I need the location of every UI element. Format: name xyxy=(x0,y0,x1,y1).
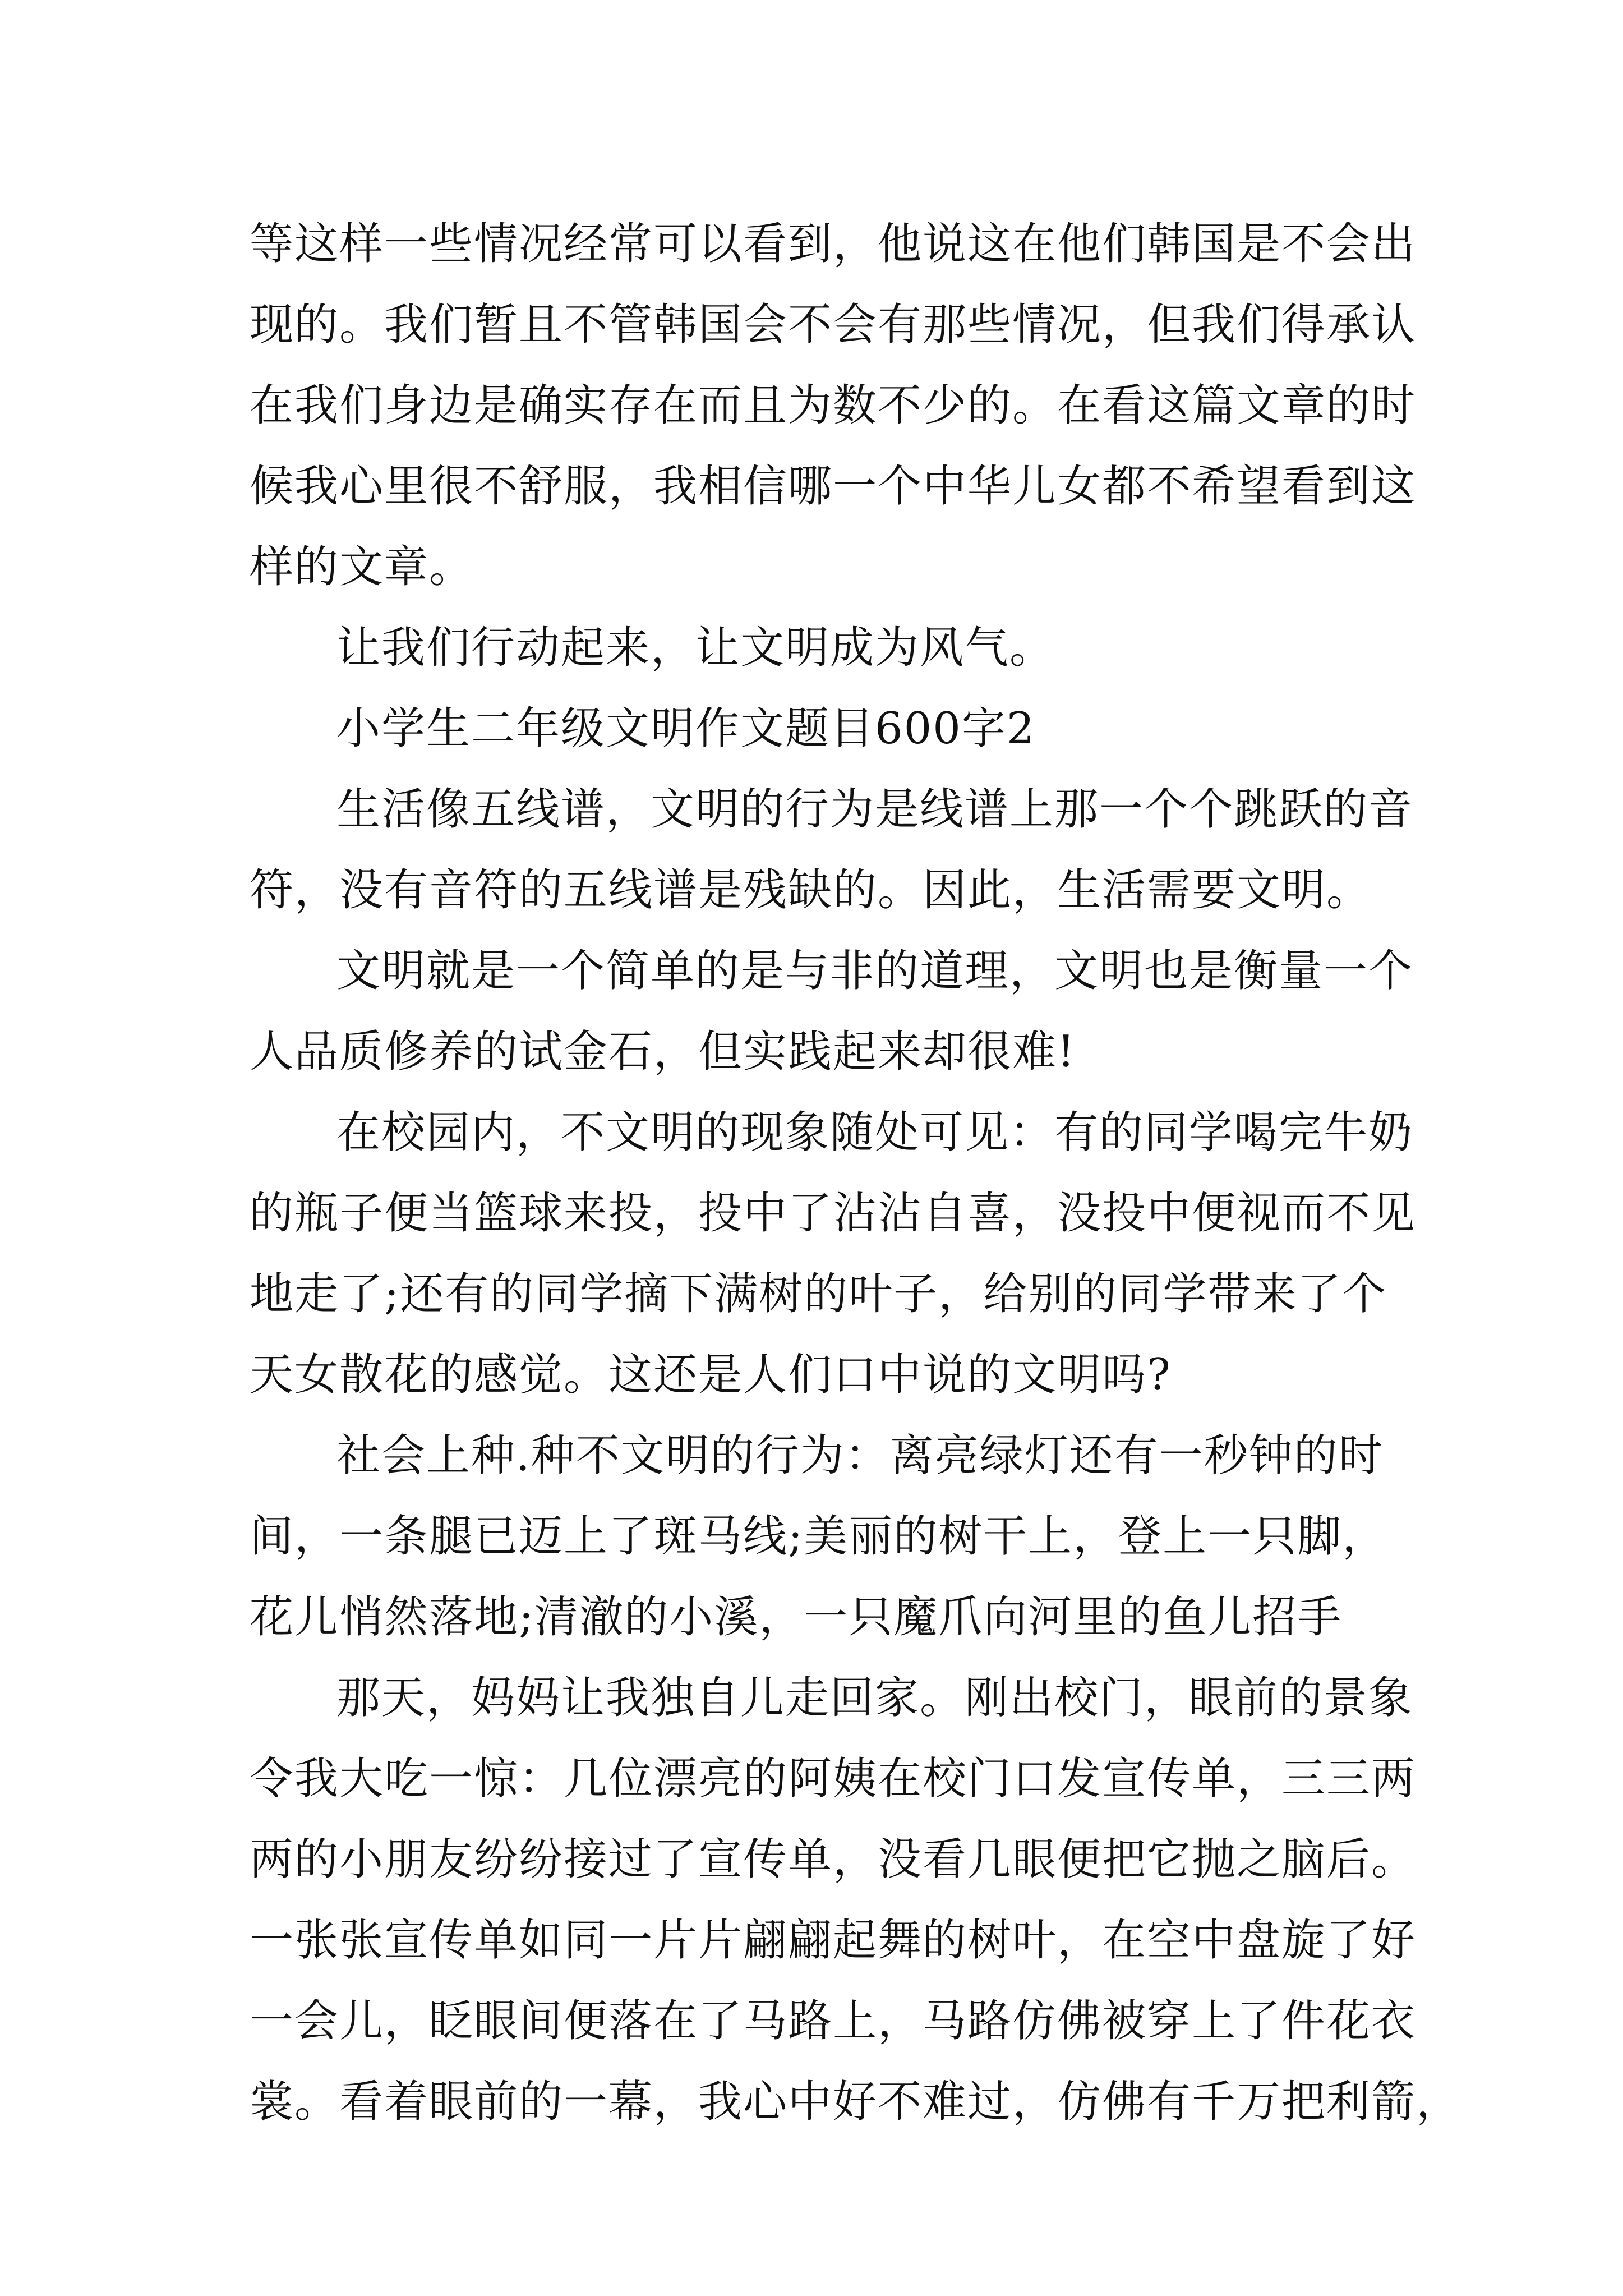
text-line: 裳。看着眼前的一幕，我心中好不难过，仿佛有千万把利箭， xyxy=(250,2077,1461,2127)
text-line: 候我心里很不舒服，我相信哪一个中华儿女都不希望看到这 xyxy=(250,461,1417,512)
text-line: 令我大吃一惊：几位漂亮的阿姨在校门口发宣传单，三三两 xyxy=(250,1754,1417,1804)
text-line: 样的文章。 xyxy=(250,542,474,592)
text-line: 一张张宣传单如同一片片翩翩起舞的树叶，在空中盘旋了好 xyxy=(250,1915,1417,1966)
text-line: 的瓶子便当篮球来投，投中了沾沾自喜，没投中便视而不见 xyxy=(250,1188,1417,1239)
paragraph-line: 文明就是一个简单的是与非的道理，文明也是衡量一个 xyxy=(336,946,1414,996)
text-line: 花儿悄然落地;清澈的小溪，一只魔爪向河里的鱼儿招手 xyxy=(250,1592,1343,1642)
section-title: 小学生二年级文明作文题目600字2 xyxy=(336,703,1036,754)
paragraph-line: 生活像五线谱，文明的行为是线谱上那一个个跳跃的音 xyxy=(336,784,1414,835)
paragraph-line: 那天，妈妈让我独自儿走回家。刚出校门，眼前的景象 xyxy=(336,1673,1414,1723)
text-line: 等这样一些情况经常可以看到，他说这在他们韩国是不会出 xyxy=(250,219,1417,269)
paragraph-line: 让我们行动起来，让文明成为风气。 xyxy=(336,623,1055,673)
text-line: 在我们身边是确实存在而且为数不少的。在看这篇文章的时 xyxy=(250,380,1417,431)
text-line: 符，没有音符的五线谱是残缺的。因此，生活需要文明。 xyxy=(250,865,1372,915)
paragraph-line: 在校园内，不文明的现象随处可见：有的同学喝完牛奶 xyxy=(336,1107,1414,1158)
text-line: 两的小朋友纷纷接过了宣传单，没看几眼便把它抛之脑后。 xyxy=(250,1834,1417,1885)
text-line: 人品质修养的试金石，但实践起来却很难! xyxy=(250,1027,1076,1077)
text-line: 地走了;还有的同学摘下满树的叶子，给别的同学带来了个 xyxy=(250,1269,1387,1319)
text-line: 一会儿，眨眼间便落在了马路上，马路仿佛被穿上了件花衣 xyxy=(250,1996,1417,2046)
text-line: 天女散花的感觉。这还是人们口中说的文明吗? xyxy=(250,1350,1172,1400)
text-line: 间，一条腿已迈上了斑马线;美丽的树干上，登上一只脚， xyxy=(250,1511,1387,1562)
paragraph-line: 社会上种.种不文明的行为：离亮绿灯还有一秒钟的时 xyxy=(336,1430,1384,1481)
text-line: 现的。我们暂且不管韩国会不会有那些情况，但我们得承认 xyxy=(250,300,1417,350)
